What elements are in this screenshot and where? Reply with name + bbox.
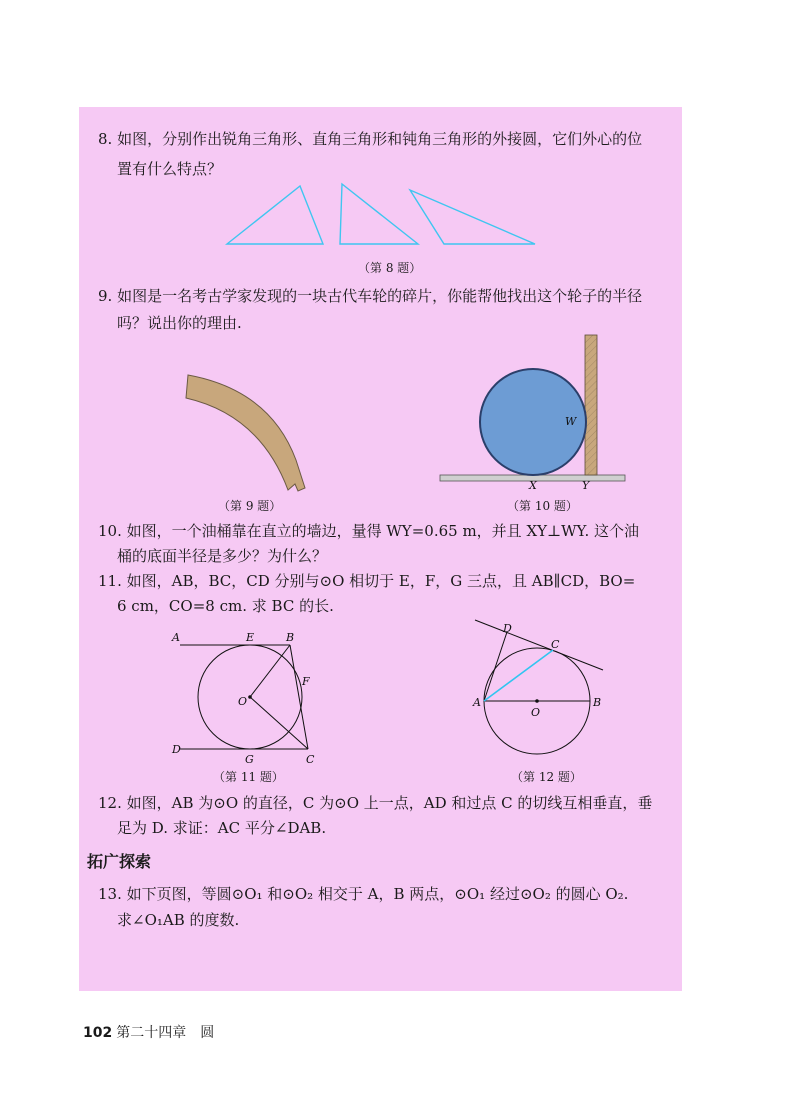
q13-line2: 求∠O₁AB 的度数. xyxy=(117,911,240,929)
chapter-title: 第二十四章 圆 xyxy=(116,1025,215,1041)
label-w: W xyxy=(565,415,577,428)
f11-o: O xyxy=(238,695,248,708)
section-heading: 拓广探索 xyxy=(87,852,152,871)
q11-line1: 11. 如图，AB，BC，CD 分别与⊙O 相切于 E，F，G 三点，且 AB∥CD，BO= xyxy=(98,572,636,590)
q13-line1: 13. 如下页图，等圆⊙O₁ 和⊙O₂ 相交于 A，B 两点，⊙O₁ 经过⊙O₂ 的圆心 O₂. xyxy=(98,885,629,903)
label-y: Y xyxy=(582,479,590,490)
q9-line1: 9. 如图是一名考古学家发现的一块古代车轮的碎片，你能帮他找出这个轮子的半径 xyxy=(98,287,643,305)
f12-a: A xyxy=(473,696,481,709)
fig12-diagram xyxy=(465,618,615,763)
f12-c: C xyxy=(551,638,560,651)
f12-o: O xyxy=(531,706,541,719)
f12-b: B xyxy=(593,696,602,709)
f11-e: E xyxy=(246,631,255,644)
f11-b: B xyxy=(286,631,295,644)
q9-line2: 吗？说出你的理由. xyxy=(117,314,242,332)
fig9-wheel-fragment xyxy=(170,360,310,500)
fig9-caption: （第 9 题） xyxy=(218,499,282,513)
q8-line2: 置有什么特点？ xyxy=(117,160,223,178)
obtuse-triangle xyxy=(410,190,535,244)
label-x: X xyxy=(529,479,537,490)
acute-triangle xyxy=(227,186,323,244)
f11-f: F xyxy=(302,675,310,688)
fig8-triangles xyxy=(220,180,540,250)
f11-d: D xyxy=(172,743,181,756)
fig11-diagram xyxy=(168,625,328,765)
fig10-caption: （第 10 题） xyxy=(507,499,578,513)
q10-line2: 桶的底面半径是多少？为什么？ xyxy=(117,547,328,565)
f11-a: A xyxy=(172,631,180,644)
q12-line1: 12. 如图，AB 为⊙O 的直径，C 为⊙O 上一点，AD 和过点 C 的切线互相垂直，垂 xyxy=(98,794,653,812)
q12-line2: 足为 D. 求证：AC 平分∠DAB. xyxy=(117,819,327,837)
fig8-caption: （第 8 题） xyxy=(358,261,422,275)
fig10-barrel xyxy=(435,330,630,490)
f12-d: D xyxy=(503,622,512,635)
f11-g: G xyxy=(245,753,254,765)
f11-c: C xyxy=(306,753,315,765)
fig11-caption: （第 11 题） xyxy=(213,770,284,784)
q11-line2: 6 cm，CO=8 cm. 求 BC 的长. xyxy=(117,597,334,615)
page-footer xyxy=(83,1022,214,1042)
fig12-caption: （第 12 题） xyxy=(511,770,582,784)
page-number: 102 xyxy=(83,1025,113,1041)
right-triangle xyxy=(340,184,418,244)
q10-line1: 10. 如图，一个油桶靠在直立的墙边，量得 WY=0.65 m，并且 XY⊥WY. 这个油 xyxy=(98,522,640,540)
q8-line1: 8. 如图，分别作出锐角三角形、直角三角形和钝角三角形的外接圆，它们外心的位 xyxy=(98,130,643,148)
